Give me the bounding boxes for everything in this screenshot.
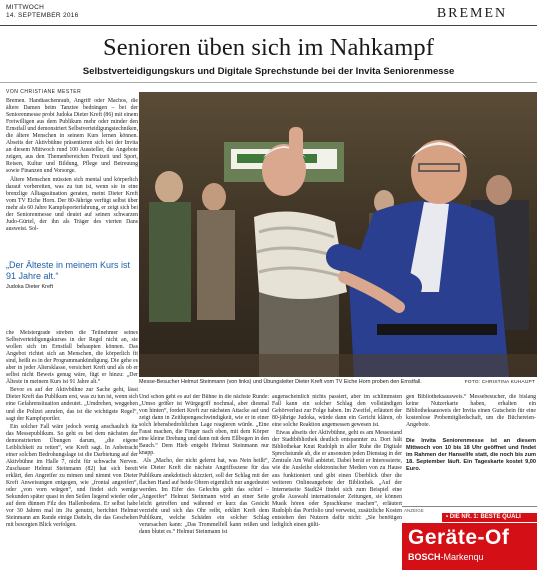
article-subheadline: Selbstverteidigungskurs und Digitale Sprechstunde bei der Invita Seniorenmesse — [82, 66, 455, 77]
paragraph: gen Bibliotheksausweis.“ Messebesucher, die bislang keine Nutzerkarte haben, erhalten ein Bibliotheksausweis der Invita einen Gutschein für eine kostenlose Probemitgliedschaft, um die Büchereien-Angebote. — [406, 394, 536, 429]
pull-quote-text: „Der Älteste in meinem Kurs ist 91 Jahre alt.“ — [6, 260, 131, 281]
ad-brand — [408, 552, 484, 562]
paragraph: augenscheinlich nichts passiert, aber im schlimmsten Fall kann ein solcher Schlag den vollständigen Gehörverlust zur Folge haben. Im Zweifel, erläutert der 80-jährige Judoka, würde dann ein Gericht klären, ob eine solche Reaktion angemessen gewesen ist. — [272, 394, 402, 429]
paragraph: Bevor es auf der Aktivbühne zur Sache geht, lässt Dieter Kreft das Publikum erst, was zu tun ist, wenn sich eine Gefahrensituation andeutet. „Umdrehen, weggehen und die Polizei anrufen, das ist die wichtigste Regel“, sagt der Kampfsportler. — [6, 387, 138, 422]
photo-caption — [139, 379, 537, 386]
masthead-rule — [0, 25, 537, 26]
paragraph: Ältere Menschen müssten sich mental und körperlich darauf vorbereiten, was zu tun ist, wenn sie in eine brenzlige Alltagssituation geraten, meint Dieter Kreft vom TV Eiche Horn. Der 80-Jährige verfügt selbst über mehr als 60 Jahre Kampfsporterfahrung, er zeigt sich bei der Seniorenmesse und deutet auf seinen schwarzen Judo-Gürtel, der ihn als Träger des vierten Dans ausweist. Sol- — [6, 176, 138, 232]
paragraph: Etwas abseits der Aktivbühne, geht es am Messestand der Stadtbibliothek deutlich entspannter zu. Dort hält Bibliothekar Knut Rudolph in aller Ruhe die Digitale Sprechstunde ab, die er ansonsten jeden Dienstag in der Zentrale Am Wall anbietet. Dabei berät er Interessierte, wie die Ausleihe elektronischer Medien von zu Hause aus funktioniert und gibt einen Überblick über die weiteren Onlineangebote der Bibliothek. „Auf der Internetseite Stadt24 findet sich zum Beispiel eine große Auswahl internationaler Zeitungen, sie können Musik hören oder Sprachkurse machen“, erläutert Rudolph das Portfolio und verweist, zusätzliche Kosten entstehen den Nutzern dafür nicht: „Sie benötigen lediglich einen gülti- — [272, 430, 402, 528]
ad-panel — [402, 523, 537, 570]
ad-banner: • DIE NR. 1: BESTE QUALI — [442, 513, 537, 522]
article-headline: Senioren üben sich im Nahkampf — [103, 34, 434, 61]
pull-quote — [6, 260, 138, 290]
brand-suffix: -Markenqu — [440, 552, 484, 562]
byline: VON CHRISTIANE MESTER — [6, 89, 82, 95]
article-column-4 — [406, 394, 536, 436]
edition-date — [6, 4, 79, 20]
weekday: MITTWOCH — [6, 4, 45, 11]
article-photo — [139, 92, 537, 377]
photo-credit: FOTO: CHRISTINA KUHAUPT — [464, 380, 535, 385]
brand-name: BOSCH — [408, 552, 441, 562]
paragraph: Ein solcher Fall wäre jedoch wenig anschaulich für das Messepublikum. So geht es bei dem nächsten der demonstrierten Übungen darum, „die eigene Leiblichkeit zu retten“, wie Kreft sagt. In Anbetracht einer solchen Bedrohungslage ist die Darbietung auf der Aktivbühne im Halle 7, nicht für schwache Nerven. Zuschauer Helmut Steinmann (82) hat sich bereit erklärt, den Angreifer zu mimen und nimmt von Dieter Kreft Anweisungen entgegen, wie „frontal angreifen“, oder „von vorn würgen“, und findet sich wenige Sekunden später quasi in den Seilen liegend wieder oder auf dem dünnen Filz des Hallenbodens. Er selbst habe vor 30 Jahren mal im Jiu genutzt, berichtet Helmut Steinmann am Rande einige Datteln, die das Geschehen mit besorgten Blick verfolgen. — [6, 423, 138, 529]
headline-rule — [0, 82, 537, 83]
photo-illustration — [139, 92, 537, 377]
pull-quote-attribution: Judoka Dieter Kreft — [6, 284, 54, 290]
caption-text: Messe-Besucher Helmut Steinmann (von links) und Übungsleiter Dieter Kreft vom TV Eiche Horn proben den Ernstfall. — [139, 379, 422, 385]
info-box: Die Invita Seniorenmesse ist an diesem Mittwoch von 10 bis 18 Uhr geöffnet und findet im Rahmen der Hanselife statt, die noch bis zum 18. September läuft. Ein Tageskarte kostet 9,00 Euro. — [406, 438, 536, 472]
advertisement[interactable] — [402, 506, 537, 570]
paragraph: che Meistergrade streben die Teilnehmer seines Selbstverteidigungskurses in der Regel nicht an, sie wollen sich im Ernstfall behaupten können. Das Angebot richtet sich an Menschen, die körperlich fit sind, heißt es in der Programmankündigung. Die gehe es aber in jeder Altersklasse, versichert Kreft und als ob er selbst nicht Beweis genug wäre, fügt er hinzu: „Der Älteste in meinem Kurs ist 91 Jahre alt.“ — [6, 330, 138, 386]
section-title: BREMEN — [436, 6, 508, 21]
article-column-2 — [139, 394, 269, 569]
article-column-1 — [6, 98, 138, 258]
paragraph: Und schon geht es auf der Bühne in die nächste Runde: „Umso größer ist Würgegriff nochmal, aber diesmal von hinten“, fordert Kreft zur nächsten Attacke auf und zeigt dann in Zeitlupengeschwindigkeit, wie er in einer solch lebensbedrohlichen Lage reagieren würde. „Eine Faust machen, die Finger nach oben, mit dem Körper eine kleine Drehung und dann mit dem Ellbogen in den Bauch.“ Dem Hieb entgeht Helmut Steinmann nur knapp. — [139, 394, 269, 457]
date: 14. SEPTEMBER 2016 — [6, 12, 79, 19]
ad-label: ANZEIGE — [404, 508, 424, 513]
article-column-1-lower — [6, 330, 138, 569]
paragraph: Als „Macho, der nicht gelernt hat, was Nein heißt“, wie Dieter Kreft die nächste Angriffsszene für das Publikum anekdotisch skizziert, soll der Schlag mit der flachen Hand auf beide Ohren eigentlich nur angedeutet werden. Im Eifer des Gefechts geht das schief – „Angeeifer“ Helmut Steinmann wird an einer Seite leicht getroffen und während er kurz das Gesicht verzieht und sich das Ohr reibt, erklärt Kreft dem Publikum, welche Schäden ein solcher Schlag verursachen kann: „Das Trommelfell kann reißen und dann blutet es.“ Helmut Steinmann ist — [139, 458, 269, 535]
article-column-3 — [272, 394, 402, 569]
paragraph: Bremen. Handtaschenraub, Angriff oder Machos, die ältere Damen beim Tanztee bedrängen – bei der Seniorenmesse probt Judoka Dieter Kreft (86) mit einem Freiwilligen aus dem Publikum mehr oder minder den Ernstfall und demonstriert Selbstverteidigungstechniken, die ältere Menschen in seinem Kurs lernen können. Abseits der Aktivbühne präsentieren sich bei der Invita an diesem Mittwoch rund 100 Aussteller, die Angebote zeigen, aus den Themenbereichen Freizeit und Sport, Reisen, Kultur und Bildung, Pflege und Betreuung sowie Finanzen und Vorsorge. — [6, 98, 138, 175]
ad-headline: Geräte-Of — [408, 526, 510, 549]
